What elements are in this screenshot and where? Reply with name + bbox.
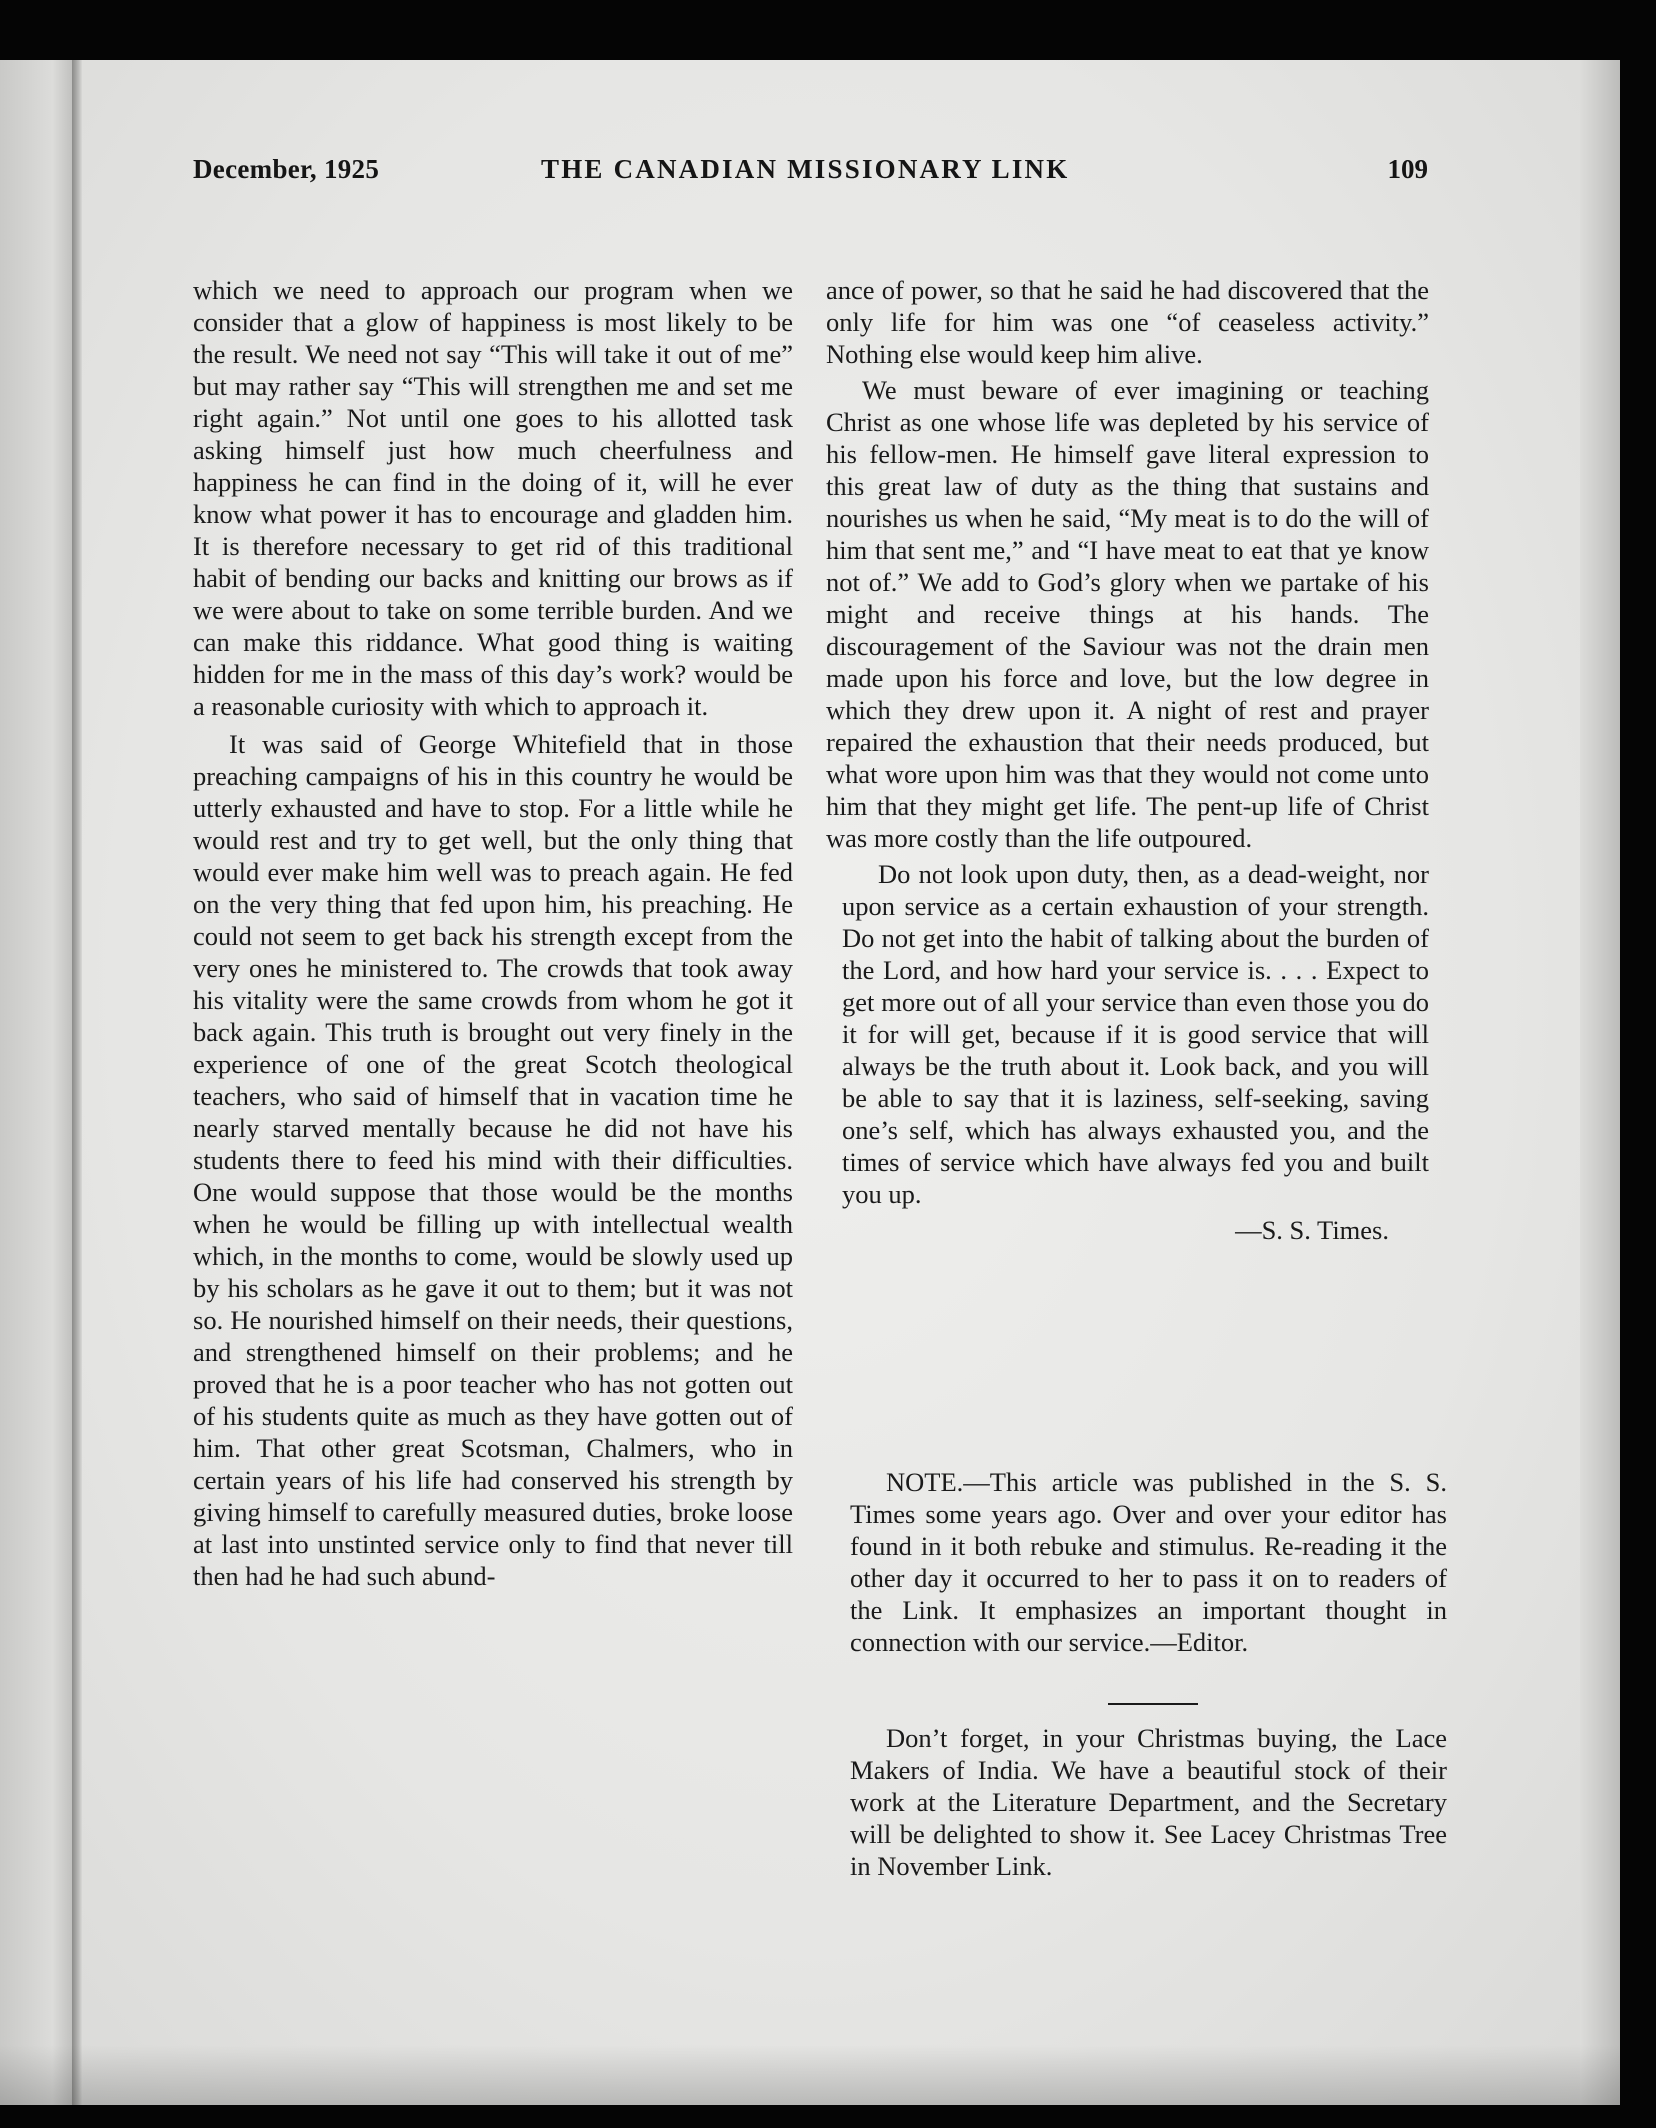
article-paragraph: Do not look upon duty, then, as a dead-weight, nor upon service as a certain exhaustion of your strength. Do not get into the habit of talking about the burden of the Lord, and how hard your service is. . . . Expect to get more out of all your service than even those you do it for will get, because if it is good service that will always be the truth about it. Look back, and you will be able to say that it is laziness, self-seeking, saving one’s self, which has always exhausted you, and the times of service which have always fed you and built you up. xyxy=(842,859,1429,1209)
article-paragraph: which we need to approach our program when we consider that a glow of happiness is most likely to be the result. We need not say “This will take it out of me” but may rather say “This will strengthen me and set me right again.” Not until one goes to his allotted task asking himself just how much cheerfulness and happiness he can find in the doing of it, will he ever know what power it has to encourage and gladden him. It is therefore necessary to get rid of this traditional habit of bending our backs and knitting our brows as if we were about to take on some terrible burden. And we can make this riddance. What good thing is waiting hidden for me in the mass of this day’s work? would be a reasonable curiosity with which to approach it. xyxy=(193,275,793,721)
running-header xyxy=(193,154,1428,190)
facing-page-edge xyxy=(0,60,75,2105)
section-divider xyxy=(1108,1703,1198,1705)
editor-note: NOTE.—This article was published in the S. S. Times some years ago. Over and over your editor has found in it both rebuke and stimulus. Re-reading it the other day it occurred to her to pass it on to readers of the Link. It emphasizes an important thought in connection with our service.—Editor. xyxy=(850,1467,1447,1657)
article-paragraph: It was said of George Whitefield that in those preaching campaigns of his in this country he would be utterly exhausted and have to stop. For a little while he would rest and try to get well, but the only thing that would ever make him well was to preach again. He fed on the very thing that fed upon him, his preaching. He could not seem to get back his strength except from the very ones he ministered to. The crowds that took away his vitality were the same crowds from whom he got it back again. This truth is brought out very finely in the experience of one of the great Scotch theological teachers, who said of himself that in vacation time he nearly starved mentally because he did not have his students there to feed his mind with their difficulties. One would suppose that those would be the months when he would be filling up with intellectual wealth which, in the months to come, would be slowly used up by his scholars as he gave it out to them; but it was not so. He nourished himself on their needs, their questions, and strengthened himself on their problems; and he proved that he is a poor teacher who has not gotten out of his students quite as much as they have gotten out of him. That other great Scotsman, Chalmers, who in certain years of his life had conserved his strength by giving himself to carefully measured duties, broke loose at last into unstinted service only to find that never till then had he had such abund- xyxy=(193,729,793,1591)
lace-makers-notice: Don’t forget, in your Christmas buying, the Lace Makers of India. We have a beautiful stock of their work at the Literature Department, and the Secretary will be delighted to show it. See Lacey Christmas Tree in November Link. xyxy=(850,1723,1447,1881)
editor-note-block xyxy=(850,1466,1447,1658)
left-column xyxy=(193,274,793,1592)
article-paragraph: ance of power, so that he said he had discovered that the only life for him was one “of ceaseless activity.” Nothing else would keep him alive. xyxy=(826,275,1429,369)
binding-gutter xyxy=(72,60,82,2105)
lace-notice-block xyxy=(850,1722,1447,1882)
page-bottom-shadow xyxy=(0,2045,1620,2105)
right-column xyxy=(826,274,1429,1246)
page-right-edge xyxy=(1580,60,1620,2105)
article-paragraph: We must beware of ever imagining or teaching Christ as one whose life was depleted by his service of his fellow-men. He himself gave literal expression to this great law of duty as the thing that sustains and nourishes us when he said, “My meat is to do the will of him that sent me,” and “I have meat to eat that ye know not of.” We add to God’s glory when we partake of his might and receive things at his hands. The discouragement of the Saviour was not the drain men made upon his force and love, but the low degree in which they drew upon it. A night of rest and prayer repaired the exhaustion that their needs produced, but what wore upon him was that they would not come unto him that they might get life. The pent-up life of Christ was more costly than the life outpoured. xyxy=(826,375,1429,853)
page-number: 109 xyxy=(1387,154,1428,184)
source-credit: —S. S. Times. xyxy=(1235,1215,1389,1245)
journal-title: THE CANADIAN MISSIONARY LINK xyxy=(541,154,1070,184)
issue-date: December, 1925 xyxy=(193,154,380,184)
